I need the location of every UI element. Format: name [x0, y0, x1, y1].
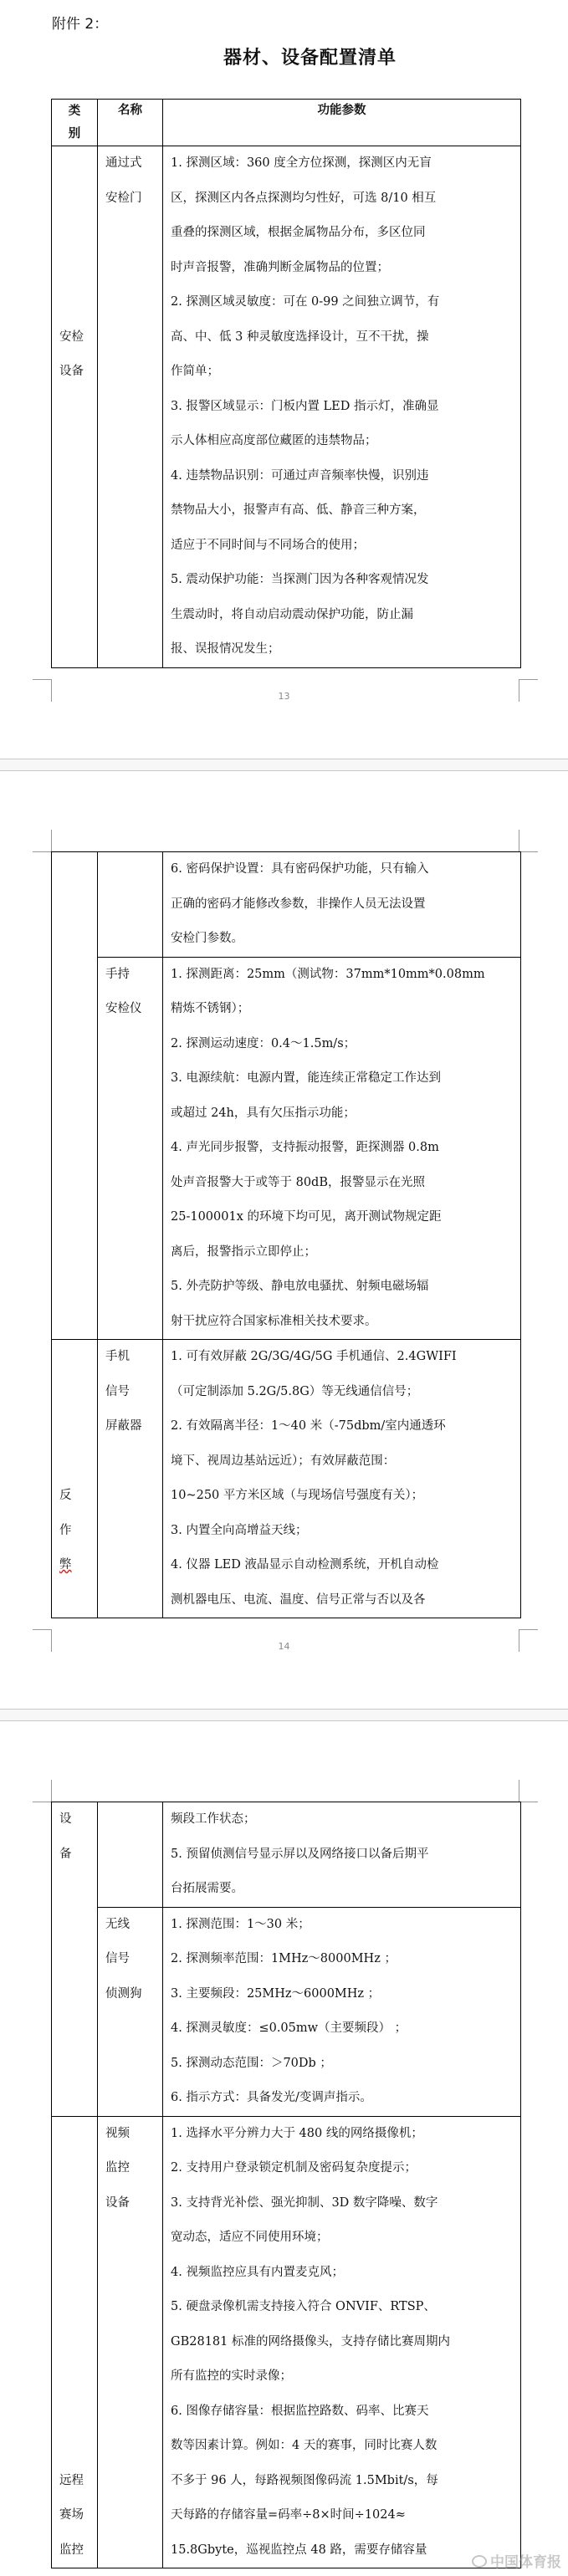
document-title: 器材、设备配置清单 — [223, 47, 397, 69]
table-row-security-gate-continued — [52, 852, 521, 958]
name-cell — [98, 1802, 163, 1908]
category-cell: 安检 设备 — [52, 146, 98, 668]
name-cell: 通过式 安检门 — [98, 146, 163, 668]
params-cell: 1. 探测距离：25mm（测试物：37mm*10mm*0.08mm 精炼不锈钢）； 2. 探测运动速度：0.4～1.5m/s； 3. 电源续航：电源内置，能连续正常稳定工作达到 或超过 24h，具有欠压指示功能； 4. 声光同步报警，支持振动报警，距探测器 0.8m 处声音报警大于或等于 80dB，报警显示在光照 25-100001x 的环境下均可见，离开测试物规定距 离后，报警指示立即停止； 5. 外壳防护等级、静电放电骚扰、射频电磁场辐 射干扰应符合国家标准相关技术要求。 — [163, 957, 521, 1340]
table-row-security-gate — [52, 146, 521, 668]
table-row-phone-jammer-continued — [52, 1802, 521, 1908]
attachment-label: 附件 2： — [52, 16, 109, 33]
table-row-handheld-detector — [52, 957, 521, 1340]
equipment-table-page-14 — [51, 851, 521, 1618]
header-params: 功能参数 — [163, 100, 521, 146]
params-cell: 1. 选择水平分辨力大于 480 线的网络摄像机； 2. 支持用户登录锁定机制及密码复杂度提示； 3. 支持背光补偿、强光抑制、3D 数字降噪、数字 宽动态，适应不同使用环境； 4. 视频监控应具有内置麦克风； 5. 硬盘录像机需支持接入符合 ONVIF、RTSP、 GB28181 标准的网络摄像头，支持存储比赛周期内 所有监控的实时录像； 6. 图像存储容量：根据监控路数、码率、比赛天 数等因素计算。例如：4 天的赛事，同时比赛人数 不多于 96 人，每路视频图像码流 1.5Mbit/s，每 天每路的存储容量=码率÷8×时间÷1024≈ 15.8Gbyte，巡视监控点 48 路，需要存储容量 — [163, 2116, 521, 2568]
name-cell: 无线 信号 侦测狗 — [98, 1907, 163, 2116]
page-13 — [0, 0, 568, 759]
params-cell: 6. 密码保护设置：具有密码保护功能，只有输入 正确的密码才能修改参数，非操作人员无法设置 安检门参数。 — [163, 852, 521, 958]
page-14 — [0, 771, 568, 1709]
weibo-logo-icon — [472, 2555, 487, 2568]
name-cell: 手机 信号 屏蔽器 — [98, 1340, 163, 1618]
page-separator — [0, 1709, 568, 1721]
name-cell — [98, 852, 163, 958]
page-corner-mark — [33, 1780, 52, 1802]
table-row-video-surveillance — [52, 2116, 521, 2568]
params-cell: 1. 探测范围：1～30 米； 2. 探测频率范围：1MHz～8000MHz ； 3. 主要频段：25MHz～6000MHz ； 4. 探测灵敏度：≤0.05mw（主要频段） ； 5. 探测动态范围：＞70Db ； 6. 指示方式：具备发光/变调声指示。 — [163, 1907, 521, 2116]
category-cell — [52, 852, 98, 1340]
header-name: 名称 — [98, 100, 163, 146]
page-number: 14 — [278, 1641, 290, 1652]
equipment-table-page-15 — [51, 1802, 521, 2568]
page-separator — [0, 759, 568, 771]
header-category: 类 别 — [52, 100, 98, 146]
name-cell: 手持 安检仪 — [98, 957, 163, 1340]
category-cell: 设 备 — [52, 1802, 98, 2117]
params-cell: 1. 可有效屏蔽 2G/3G/4G/5G 手机通信、2.4GWIFI （可定制添加 5.2G/5.8G）等无线通信信号； 2. 有效隔离半径：1～40 米（-75dbm/室内通透环 境下、视周边基站远近）；有效屏蔽范围： 10~250 平方米区域（与现场信号强度有关）； 3. 内置全向高增益天线； 4. 仪器 LED 液晶显示自动检测系统，开机自动检 测机器电压、电流、温度、信号正常与否以及各 — [163, 1340, 521, 1618]
category-cell: 反 作 弊 — [52, 1340, 98, 1618]
page-15 — [0, 1721, 568, 2576]
params-cell: 1. 探测区域：360 度全方位探测，探测区内无盲 区，探测区内各点探测均匀性好，可选 8/10 相互 重叠的探测区域，根据金属物品分布，多区位同 时声音报警，准确判断金属物品的位置； 2. 探测区域灵敏度：可在 0-99 之间独立调节，有 高、中、低 3 种灵敏度选择设计，互不干扰，操 作简单； 3. 报警区域显示：门板内置 LED 指示灯，准确显 示人体相应高度部位藏匿的违禁物品； 4. 违禁物品识别：可通过声音频率快慢，识别违 禁物品大小，报警声有高、低、静音三种方案， 适应于不同时间与不同场合的使用； 5. 震动保护功能：当探测门因为各种客观情况发 生震动时，将自动启动震动保护功能，防止漏 报、误报情况发生； — [163, 146, 521, 668]
page-corner-mark — [519, 830, 538, 852]
equipment-table-page-13 — [51, 99, 521, 668]
name-cell: 视频 监控 设备 — [98, 2116, 163, 2568]
params-cell: 频段工作状态； 5. 预留侦测信号显示屏以及网络接口以备后期平 台拓展需要。 — [163, 1802, 521, 1908]
category-cell: 远程 赛场 监控 — [52, 2116, 98, 2568]
page-corner-mark — [33, 830, 52, 852]
table-row-phone-jammer — [52, 1340, 521, 1618]
table-header-row — [52, 100, 521, 146]
page-number: 13 — [278, 691, 290, 702]
watermark: 中国体育报 — [472, 2550, 561, 2571]
table-row-wireless-detector — [52, 1907, 521, 2116]
page-corner-mark — [519, 1780, 538, 1802]
